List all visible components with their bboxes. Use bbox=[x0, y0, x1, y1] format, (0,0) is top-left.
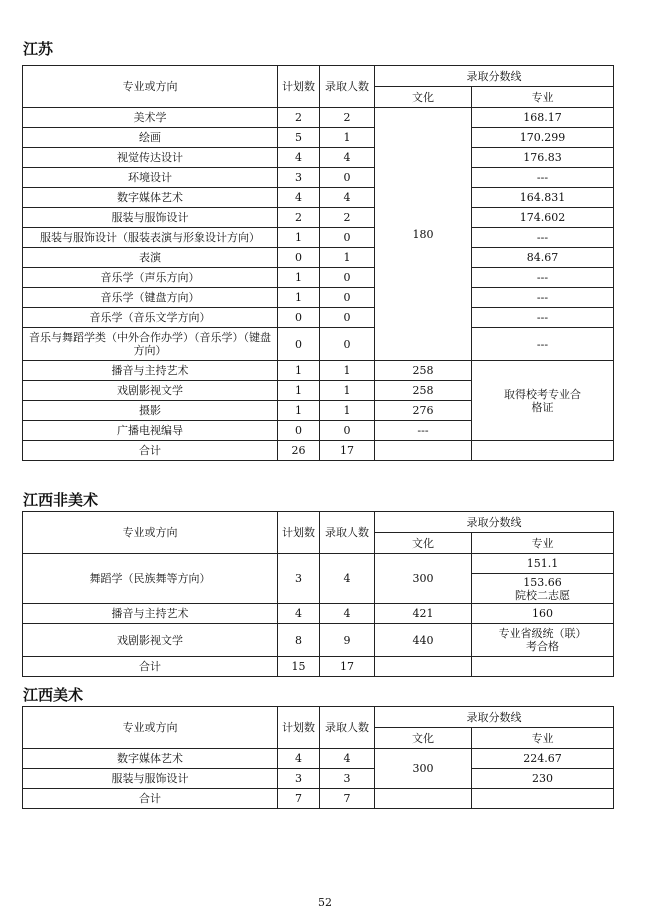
table-row: 摄影 1 1 276 bbox=[23, 401, 614, 421]
jiangxi-non-art-table: 专业或方向 计划数 录取人数 录取分数线 文化 专业 舞蹈学（民族舞等方向） 3 4 300 151.1 153.66 院校二志愿 播音与主持艺术 4 4 421 160 戏剧影视文学 8 9 440 专业省级统（联）考合格 合计 15 17 bbox=[22, 511, 614, 677]
header-major: 专业或方向 bbox=[23, 66, 278, 108]
table-row: 音乐与舞蹈学类（中外合作办学）（音乐学）（键盘方向） 0 0 --- bbox=[23, 328, 614, 361]
table-row: 音乐学（声乐方向） 1 0 --- bbox=[23, 268, 614, 288]
table-row: 数字媒体艺术 4 4 164.831 bbox=[23, 188, 614, 208]
table-row: 视觉传达设计 4 4 176.83 bbox=[23, 148, 614, 168]
table-row: 音乐学（键盘方向） 1 0 --- bbox=[23, 288, 614, 308]
table-row: 播音与主持艺术 1 1 258 取得校考专业合格证 bbox=[23, 361, 614, 381]
jiangxi-art-table: 专业或方向 计划数 录取人数 录取分数线 文化 专业 数字媒体艺术 4 4 300 224.67 服装与服饰设计 3 3 230 合计 7 7 bbox=[22, 706, 614, 809]
table-row: 服装与服饰设计 3 3 230 bbox=[23, 769, 614, 789]
table-row: 广播电视编导 0 0 --- bbox=[23, 421, 614, 441]
section-title-jiangxi-non-art: 江西非美术 bbox=[23, 491, 99, 509]
section-title-jiangxi-art: 江西美术 bbox=[23, 686, 84, 704]
jiangsu-table bbox=[22, 65, 614, 461]
table-row: 服装与服饰设计（服装表演与形象设计方向） 1 0 --- bbox=[23, 228, 614, 248]
header-culture: 文化 bbox=[375, 87, 472, 108]
total-row: 合计 7 7 bbox=[23, 789, 614, 809]
table-row: 播音与主持艺术 4 4 421 160 bbox=[23, 604, 614, 624]
table-row: 美术学 2 2 180 168.17 bbox=[23, 108, 614, 128]
header-admitted: 录取人数 bbox=[320, 66, 375, 108]
table-row: 戏剧影视文学 8 9 440 专业省级统（联）考合格 bbox=[23, 624, 614, 657]
table-row: 服装与服饰设计 2 2 174.602 bbox=[23, 208, 614, 228]
table-row: 戏剧影视文学 1 1 258 bbox=[23, 381, 614, 401]
header-plan: 计划数 bbox=[278, 66, 320, 108]
table-row: 数字媒体艺术 4 4 300 224.67 bbox=[23, 749, 614, 769]
table-row: 音乐学（音乐文学方向） 0 0 --- bbox=[23, 308, 614, 328]
page-number: 52 bbox=[318, 896, 332, 909]
table-row: 表演 0 1 84.67 bbox=[23, 248, 614, 268]
total-row: 合计 26 17 bbox=[23, 441, 614, 461]
culture-shared-cell: 180 bbox=[375, 108, 472, 361]
total-row: 合计 15 17 bbox=[23, 657, 614, 677]
table-row: 绘画 5 1 170.299 bbox=[23, 128, 614, 148]
header-cutoff: 录取分数线 bbox=[375, 66, 614, 87]
table-row: 环境设计 3 0 --- bbox=[23, 168, 614, 188]
table-row: 舞蹈学（民族舞等方向） 3 4 300 151.1 bbox=[23, 554, 614, 574]
table-row: 153.66 院校二志愿 bbox=[23, 574, 614, 604]
section-title-jiangsu: 江苏 bbox=[23, 40, 54, 58]
specialty-shared-cell: 取得校考专业合格证 bbox=[472, 361, 614, 441]
header-specialty: 专业 bbox=[472, 87, 614, 108]
